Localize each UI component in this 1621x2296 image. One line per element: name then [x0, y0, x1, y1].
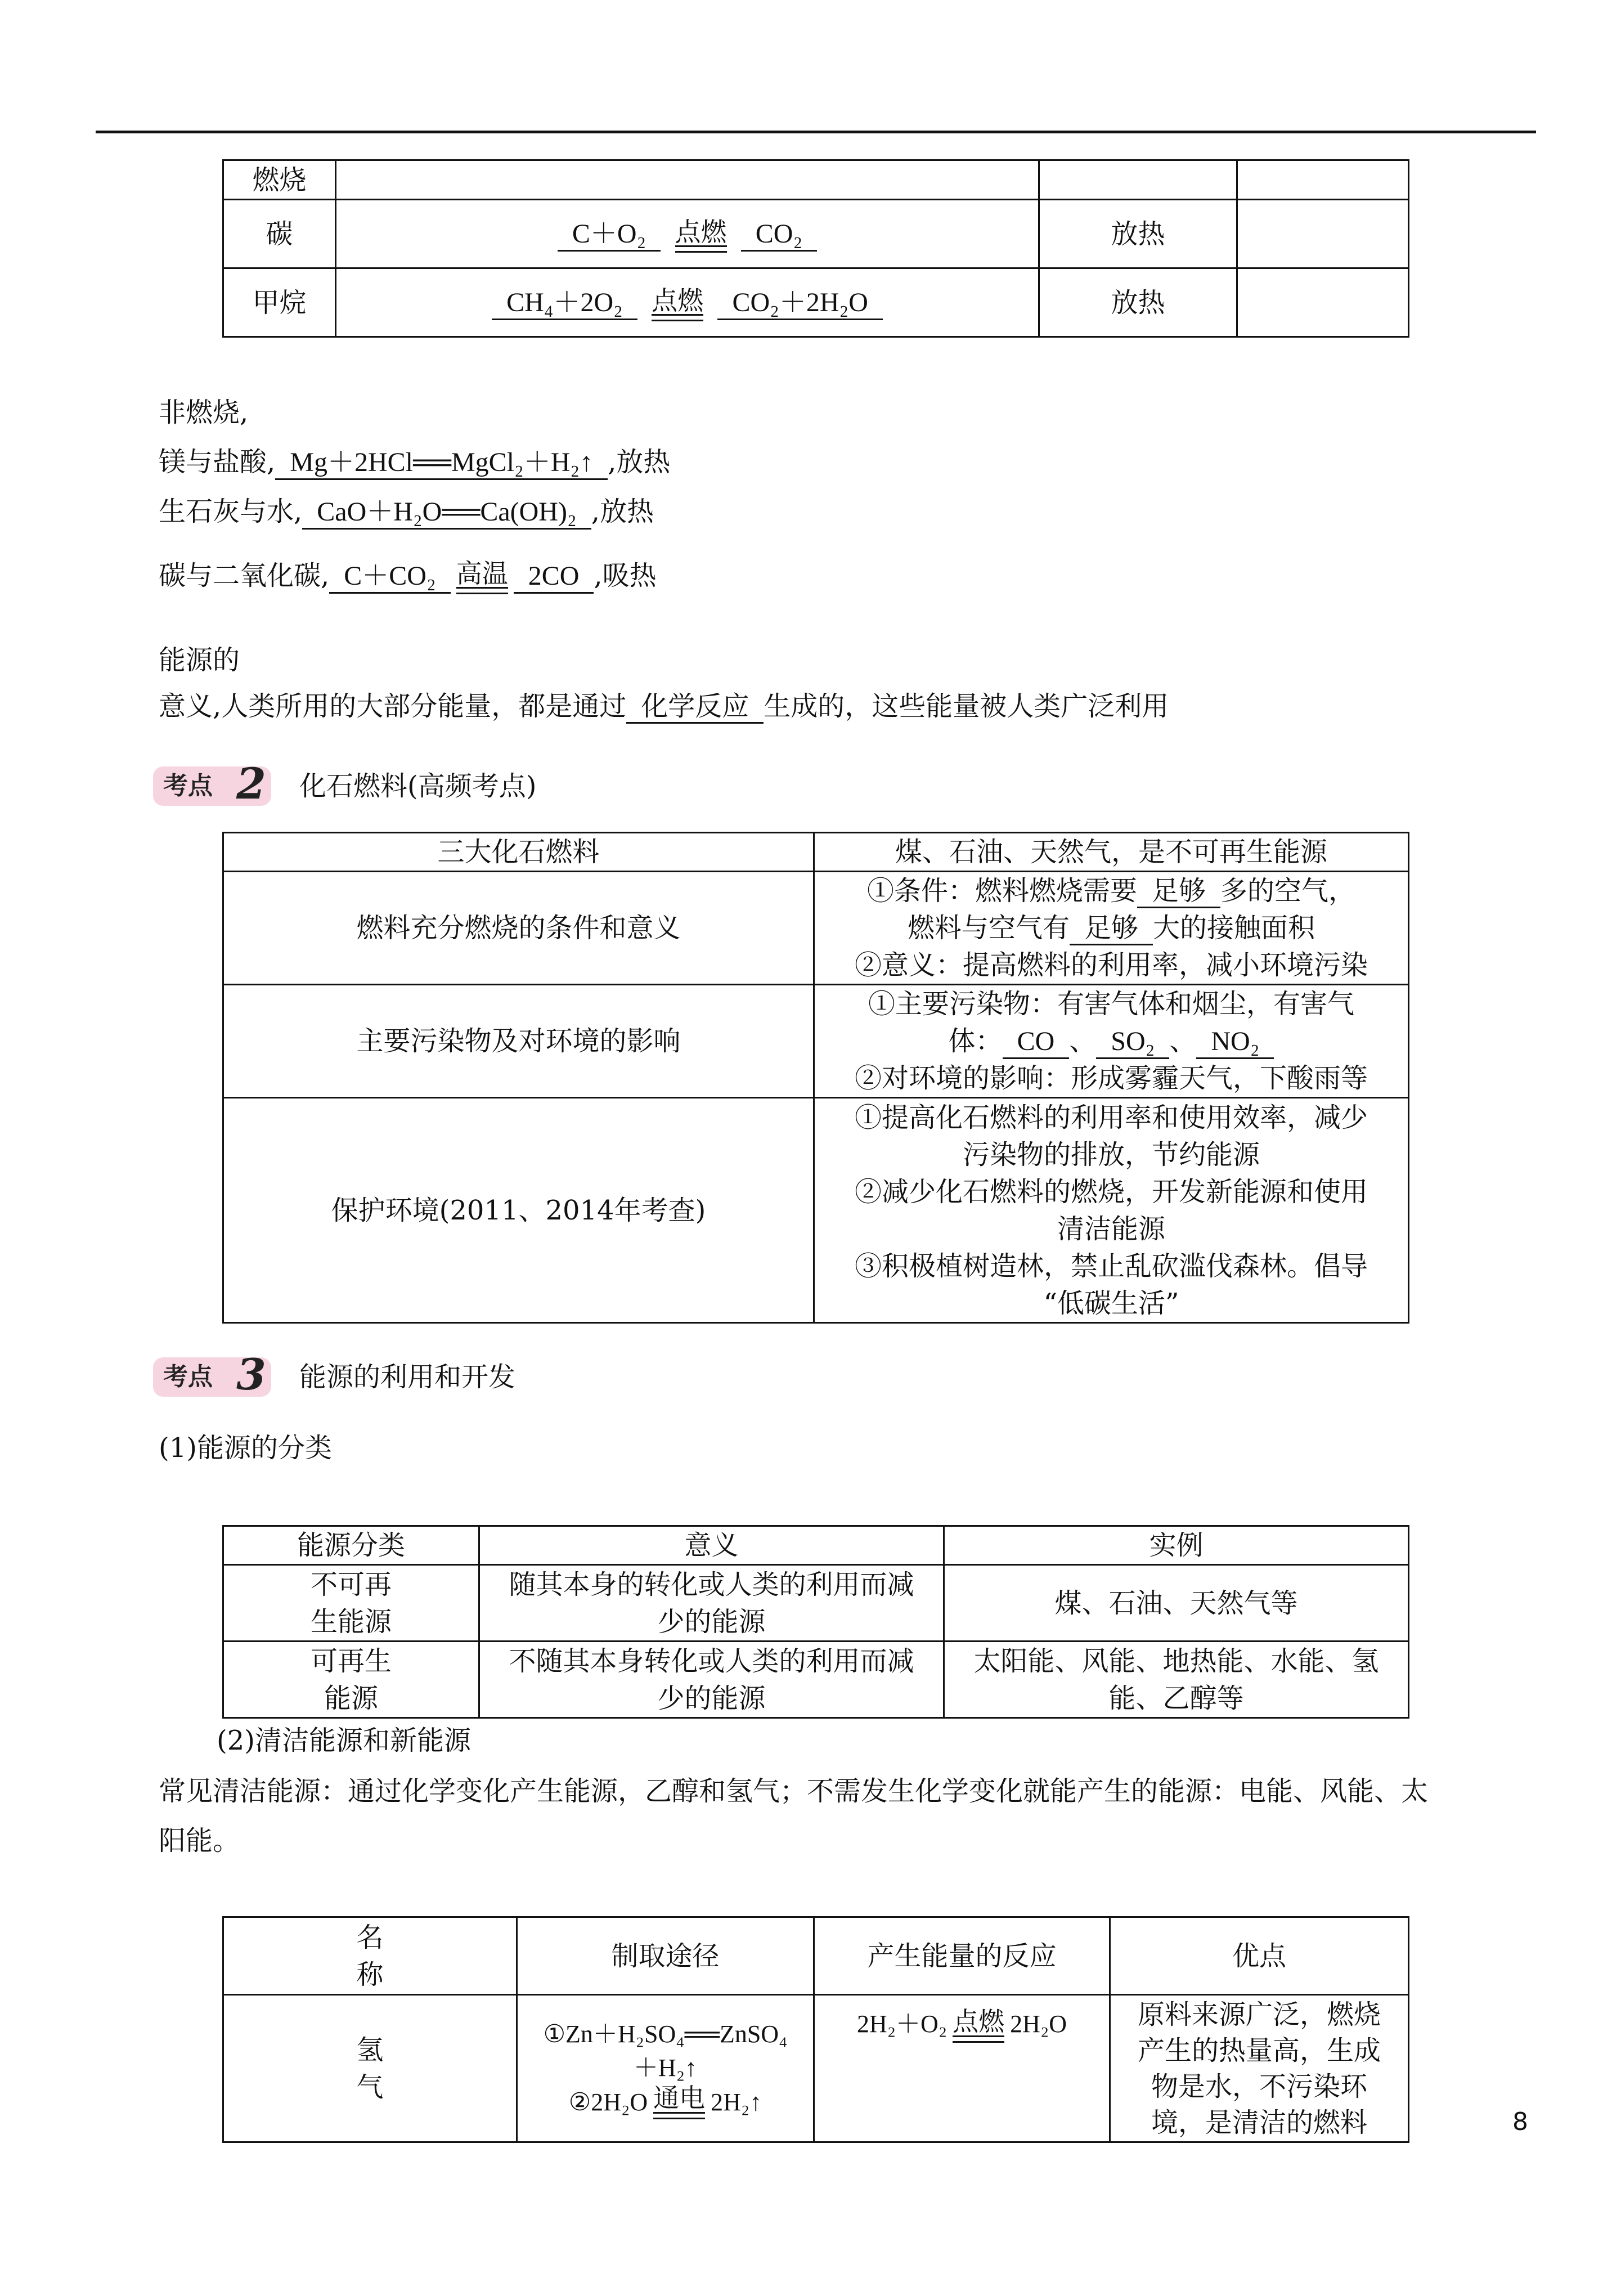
row-name: 甲烷: [223, 268, 336, 337]
header-cell: 燃烧: [223, 160, 336, 200]
cao-answer: CaO＋H₂O══Ca(OH)₂: [302, 496, 591, 530]
condition-arrow: 点燃: [675, 218, 727, 253]
page-number: 8: [1512, 2107, 1528, 2136]
equation-cell: [336, 268, 1039, 337]
condition-arrow: 通电: [653, 2085, 705, 2119]
kaodian3-title: 能源的利用和开发: [299, 1361, 516, 1393]
cao-line: 生石灰与水, CaO＋H₂O══Ca(OH)₂ ,放热: [159, 493, 654, 530]
c-co2-line: 碳与二氧化碳, C＋CO₂ 高温 2CO ,吸热: [159, 557, 657, 594]
top-rule: [96, 131, 1536, 133]
reactants: C＋O₂: [558, 218, 661, 252]
clean-energy-para-2: 阳能。: [159, 1825, 240, 1856]
mg-line: 镁与盐酸, Mg＋2HCl══MgCl₂＋H₂↑ ,放热: [159, 443, 670, 481]
equation-cell: [336, 200, 1039, 268]
products: CO₂＋2H₂O: [717, 287, 882, 320]
row-name: 碳: [223, 200, 336, 268]
mg-answer: Mg＋2HCl══MgCl₂＋H₂↑: [275, 447, 608, 480]
condition-arrow: 点燃: [953, 2008, 1004, 2043]
kaodian2-title: 化石燃料(高频考点): [299, 770, 537, 802]
products: CO₂: [741, 218, 817, 252]
condition-arrow: 高温: [456, 560, 508, 594]
section-2-heading: (2)清洁能源和新能源: [217, 1725, 471, 1756]
nonburn-heading: 非燃烧,: [159, 397, 249, 428]
fossil-fuel-table: 三大化石燃料 煤、石油、天然气，是不可再生能源 燃料充分燃烧的条件和意义 ①条件：燃料燃烧需要 足够 多的空气， 燃料与空气有 足够 大的接触面积 ②意义：提高燃料的利用率，减小环境污染 主要污染物及对环境的影响 ①主要污染物：有害气体和烟尘，有害气 体： CO 、 SO₂ 、 NO₂ ②对环境的影响：形成雾霾天气，下酸雨等 保护环境(2011、2014年考查) ①提高化石燃料的利用率和使用效率，减少 污染物的排放，节约能源 ②减少化石燃料的燃烧，开发新能源和使用 清洁能源 ③积极植树造林，禁止乱砍滥伐森林。倡导 “低碳生活”: [222, 832, 1409, 1324]
energy-line: 意义,人类所用的大部分能量，都是通过 化学反应 生成的，这些能量被人类广泛利用: [159, 688, 1169, 725]
kaodian-badge-2: 考点 2: [153, 766, 271, 806]
section-1-heading: (1)能源的分类: [159, 1432, 332, 1464]
reactants: CH₄＋2O₂: [492, 287, 637, 320]
kaodian-badge-3: 考点 3: [153, 1357, 271, 1397]
energy-heading: 能源的: [159, 644, 240, 676]
heat-cell: 放热: [1039, 268, 1237, 337]
energy-classification-table: 能源分类 意义 实例 不可再 生能源 随其本身的转化或人类的利用而减 少的能源 煤、石油、天然气等 可再生 能源 不随其本身转化或人类的利用而减 少的能源 太阳能、风能、地热能、水能、氢 能、乙醇等: [222, 1525, 1409, 1719]
energy-answer: 化学反应: [626, 690, 764, 724]
hydrogen-table: 名 称 制取途径 产生能量的反应 优点 氢 气 ①Zn＋H₂SO₄══ZnSO₄ ＋H₂↑ ②2H₂O 通电 2H₂↑ 2H₂＋O₂ 点燃 2H₂O 原料来源广泛，燃烧 产生的热量高，生成 物是水，不污染环 境，是清洁的燃料: [222, 1916, 1409, 2143]
clean-energy-para-1: 常见清洁能源：通过化学变化产生能源，乙醇和氢气；不需发生化学变化就能产生的能源：电能、风能、太: [159, 1775, 1429, 1807]
condition-arrow: 点燃: [652, 287, 703, 321]
heat-cell: 放热: [1039, 200, 1237, 268]
combustion-table: [222, 159, 1409, 338]
